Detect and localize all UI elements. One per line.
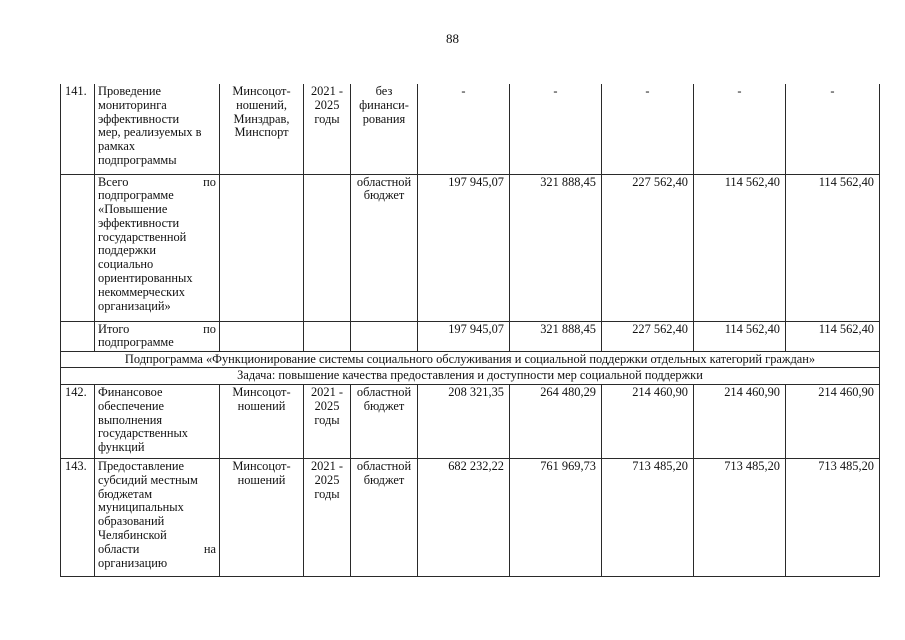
term-line: годы [314,486,340,501]
value-2023: 713 485,20 [602,459,694,577]
funding-source [351,321,418,351]
executor [220,321,304,351]
name-line: поддержки [98,243,156,258]
name-line: государственной [98,229,187,244]
term-line: 2021 - [310,459,343,474]
value-2023: - [602,84,694,174]
value-2025: 114 562,40 [786,321,880,351]
name-last-left: области [98,541,140,556]
name-line: функций [98,440,145,455]
name-first-right: по [203,174,216,189]
value-2023: 214 460,90 [602,385,694,459]
value-2022: - [510,84,602,174]
term [304,459,351,577]
name-line: государственных [98,426,189,441]
name-line: Челябинской [98,528,167,543]
term [304,84,351,174]
value-2025: 214 460,90 [786,385,880,459]
term-line: годы [314,412,340,427]
executor [220,459,304,577]
name-line: муниципальных [98,500,184,515]
name-line: некоммерческих [98,284,185,299]
value-2021: 197 945,07 [418,174,510,321]
name-line: подпрограммы [98,152,177,167]
name-first-left: Итого [98,321,130,336]
executor-line: Минспорт [234,125,289,140]
table-row-142 [61,385,880,459]
value-2025: - [786,84,880,174]
value-2024: - [694,84,786,174]
name-first-right: по [203,321,216,336]
value-2022: 321 888,45 [510,174,602,321]
source-line: бюджет [363,398,405,413]
term-line: годы [314,111,340,126]
executor-line: ношений [237,398,286,413]
value-2024: 214 460,90 [694,385,786,459]
value-2025: 114 562,40 [786,174,880,321]
name-last-right: на [203,541,216,556]
name-line: ориентированных [98,271,193,286]
name-line: «Повышение [98,202,168,217]
source-line: без [375,84,393,98]
row-number: 142. [61,385,95,459]
name-line: Проведение [98,84,162,98]
executor-line: ношений, [236,97,287,112]
activity-name [95,385,220,459]
value-2021: - [418,84,510,174]
name-line: социально [98,257,154,272]
table-row-143 [61,459,880,577]
executor [220,174,304,321]
name-line: выполнения [98,412,163,427]
name-line: эффективности [98,111,180,126]
value-2021: 208 321,35 [418,385,510,459]
executor [220,385,304,459]
funding-source [351,385,418,459]
name-line: эффективности [98,215,180,230]
subprogram-title: Подпрограмма «Функционирование системы социального обслуживания и социальной поддержки отдельных категорий граждан» [61,351,880,368]
program-activities-table [60,84,880,577]
name-line: Финансовое [98,385,163,400]
executor-line: Минсоцот- [232,385,291,400]
term [304,385,351,459]
value-2022: 264 480,29 [510,385,602,459]
source-line: областной [356,459,412,474]
term [304,321,351,351]
page-number: 88 [446,31,459,46]
value-2024: 713 485,20 [694,459,786,577]
name-line: образований [98,514,165,529]
name-line: подпрограмме [98,335,174,350]
row-number: 143. [61,459,95,577]
funding-source [351,84,418,174]
table-row-grand-total [61,321,880,351]
name-justified-line [98,543,216,557]
name-line: подпрограмме [98,188,174,203]
term-line: 2021 - [310,385,343,400]
source-line: бюджет [363,188,405,203]
executor [220,84,304,174]
subprogram-title-row [61,351,880,368]
table-row-141 [61,84,880,174]
task-title-row [61,368,880,385]
source-line: рования [362,111,406,126]
name-first-line [98,176,216,190]
term-line: 2025 [314,398,340,413]
activity-name [95,321,220,351]
source-line: бюджет [363,472,405,487]
table-row-total-subprogram [61,174,880,321]
executor-line: Минсоцот- [232,84,291,98]
term-line: 2025 [314,472,340,487]
activity-name [95,174,220,321]
value-2021: 682 232,22 [418,459,510,577]
funding-source [351,459,418,577]
value-2025: 713 485,20 [786,459,880,577]
funding-source [351,174,418,321]
name-first-left: Всего [98,174,129,189]
row-number [61,321,95,351]
name-first-line [98,323,216,337]
source-line: финанси- [359,97,409,112]
value-2024: 114 562,40 [694,321,786,351]
name-line: бюджетам [98,486,153,501]
name-line: обеспечение [98,398,164,413]
value-2022: 761 969,73 [510,459,602,577]
program-table-wrapper [60,84,879,577]
term-line: 2025 [314,97,340,112]
source-line: областной [356,174,412,189]
term-line: 2021 - [310,84,343,98]
activity-name [95,84,220,174]
activity-name [95,459,220,577]
name-line: мониторинга [98,97,167,112]
executor-line: Минздрав, [233,111,290,126]
row-number: 141. [61,84,95,174]
source-line: областной [356,385,412,400]
name-line: организаций» [98,298,171,313]
row-number [61,174,95,321]
value-2024: 114 562,40 [694,174,786,321]
name-line: рамках [98,139,136,154]
name-line: мер, реализуемых в [98,125,202,140]
value-2023: 227 562,40 [602,174,694,321]
name-line: организацию [98,555,168,570]
term [304,174,351,321]
name-line: субсидий местным [98,472,198,487]
value-2022: 321 888,45 [510,321,602,351]
executor-line: Минсоцот- [232,459,291,474]
value-2023: 227 562,40 [602,321,694,351]
task-title: Задача: повышение качества предоставления и доступности мер социальной поддержки [61,368,880,385]
value-2021: 197 945,07 [418,321,510,351]
executor-line: ношений [237,472,286,487]
name-line: Предоставление [98,459,184,474]
